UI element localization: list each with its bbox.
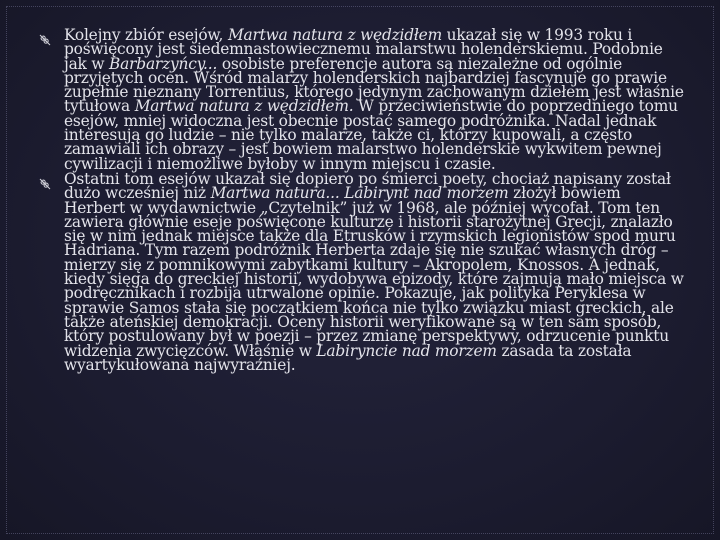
leaf-sprig-icon: [36, 28, 64, 46]
italic-title-segment: Martwa natura... Labirynt nad morzem: [210, 184, 509, 203]
text-segment: Ostatni tom esejów ukazał się dopiero po śmierci poety, chociaż napisany został dużo wcześniej niż: [64, 169, 671, 203]
text-segment: zasada ta została wyartykułowana najwyraźniej.: [64, 341, 632, 374]
italic-title-segment: Martwa natura z wędzidłem: [227, 26, 442, 44]
bullet-item: [36, 169, 686, 374]
bullet-item: [36, 28, 686, 171]
bullet-text-2: [64, 169, 686, 374]
text-segment: ukazał się w 1993 roku i poświęcony jest siedemnastowiecznemu malarstwu holenderskiemu. Podobnie jak w: [64, 26, 663, 73]
italic-title-segment: Barbarzyńcy...: [109, 54, 218, 73]
text-segment: W przeciwieństwie do poprzedniego tomu esejów, mniej widoczna jest obecnie postać samego podróżnika. Nadal jednak interesują go ludzie – nie tylko malarze, także ci, którzy kupowali, a często zamawiali ich obrazy – jest bowiem malarstwo holenderskie wykwitem pewnej cywilizacji i niemożliwe byłoby w innym miejscu i czasie.: [64, 97, 678, 173]
bullet-text-1: [64, 28, 686, 171]
text-segment: złożył bowiem Herbert w wydawnictwie „Czytelnik” już w 1968, ale później wycofał. Tom ten zawiera głównie eseje poświęcone kulturze i historii starożytnej Grecji, znalazło się w nim jednak miejsce także dla Etrusków i rzymskich legionistów spod muru Hadriana. Tym razem podróżnik Herberta zdaje się nie szukać własnych dróg – mierzy się z pomnikowymi zabytkami kultury – Akropolem, Knossos. A jednak, kiedy sięga do greckiej historii, wydobywa epizody, które zajmują mało miejsca w podręcznikach i rozbija utrwalone opinie. Pokazuje, jak polityka Peryklesa w sprawie Samos stała się początkiem końca nie tylko związku miast greckich, ale także ateńskiej demokracji. Oceny historii weryfikowane są w ten sam sposób, który postulowany był w poezji – przez zmianę perspektywy, odrzucenie punktu widzenia zwycięzców. Właśnie w: [64, 184, 684, 360]
bullet-list: [36, 28, 686, 373]
italic-title-segment: Labiryncie nad morzem: [316, 341, 497, 360]
italic-title-segment: Martwa natura z wędzidłem.: [134, 97, 354, 116]
text-segment: osobiste preferencje autora są niezależne od ogólnie przyjętych ocen. Wśród malarzy holenderskich najbardziej fascynuje go prawie zupełnie nieznany Torrentius, którego jedynym zachowanym dziełem jest właśnie tytułowa: [64, 54, 684, 116]
leaf-sprig-icon: [36, 172, 64, 190]
text-segment: Kolejny zbiór esejów,: [64, 26, 228, 44]
